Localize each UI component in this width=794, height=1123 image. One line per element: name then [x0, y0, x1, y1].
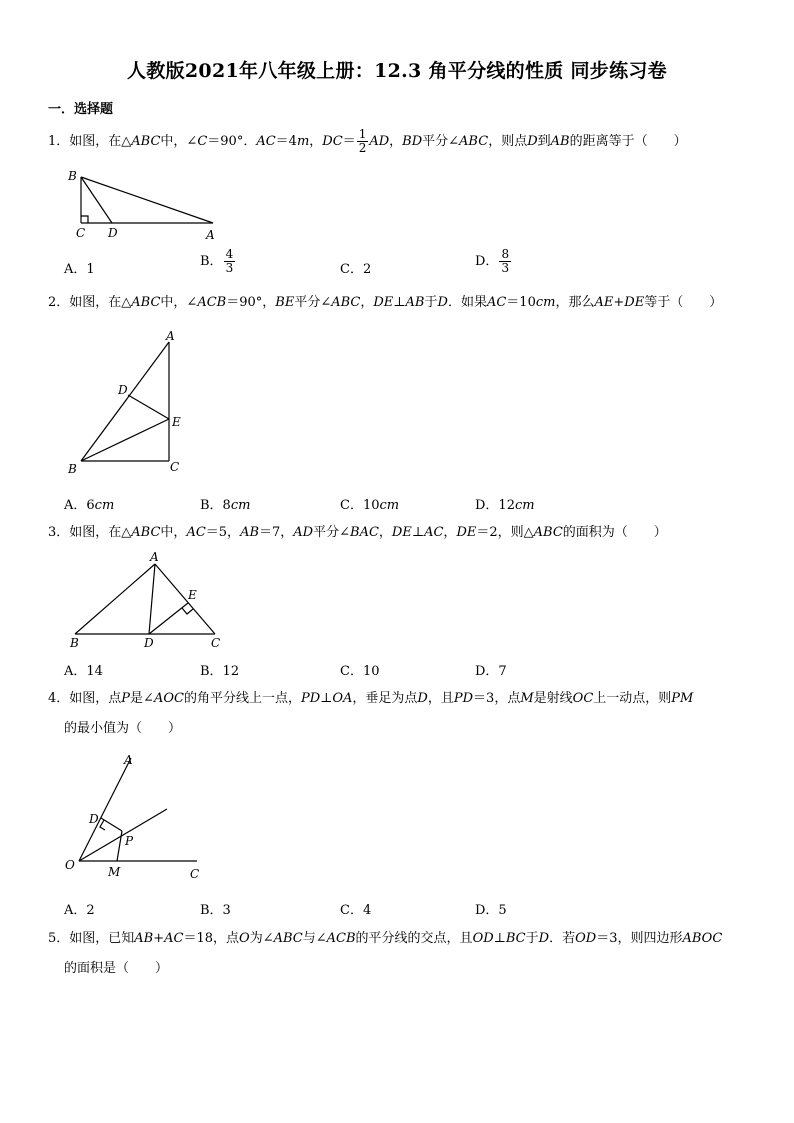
label-e: E [188, 588, 197, 602]
label-a: A [124, 753, 133, 767]
label-d: D [144, 636, 154, 650]
label-d: D [89, 812, 99, 826]
label-d: D [118, 383, 128, 397]
label-b: B [68, 169, 77, 183]
question-3-text: 3．如图，在△ABC中，AC＝5，AB＝7，AD平分∠BAC，DE⊥AC，DE＝2，则△ABC的面积为（ ） [48, 525, 667, 540]
q3-option-d[interactable]: D．7 [475, 664, 507, 679]
q4-option-d[interactable]: D．5 [475, 903, 507, 918]
question-2-figure [60, 325, 200, 480]
right-angle-mark [81, 216, 88, 223]
segment-be [81, 419, 169, 461]
q1-option-d[interactable]: D． $\frac{8}{3}$ [475, 247, 510, 275]
label-a: A [150, 550, 159, 564]
segment-de [149, 603, 188, 634]
q3-option-a[interactable]: A．14 [64, 664, 103, 679]
label-m: M [108, 865, 121, 879]
q1-option-a[interactable]: A．1 [64, 262, 95, 277]
label-a: A [166, 329, 175, 343]
label-d: D [108, 226, 118, 240]
question-4-figure [60, 748, 210, 883]
q2-option-a[interactable]: A．6cm [64, 498, 115, 513]
q4-option-b[interactable]: B．3 [200, 903, 231, 918]
label-p: P [125, 834, 134, 848]
right-angle-mark [182, 608, 193, 614]
label-b: B [70, 636, 79, 650]
question-4-text: 4．如图，点P是∠AOC的角平分线上一点，PD⊥OA，垂足为点D，且PD＝3，点M是射线OC上一动点，则PM [48, 691, 694, 706]
segment-ab [75, 564, 155, 634]
question-1-figure [60, 165, 230, 245]
q2-option-d[interactable]: D．12cm [475, 498, 535, 513]
q4-option-c[interactable]: C．4 [340, 903, 372, 918]
fraction-one-half: $\frac{1}{2}$ [358, 127, 367, 155]
label-c: C [190, 867, 200, 881]
label-c: C [170, 460, 180, 474]
label-e: E [172, 415, 181, 429]
question-5-text-line2: 的面积是（ ） [64, 961, 169, 976]
segment-ba [81, 177, 213, 223]
segment-de [128, 395, 169, 419]
question-1-text: 1．如图，在△ABC中，∠C＝90°．AC＝4m，DC＝ $\frac{1}{2}$ AD，BD平分∠ABC，则点D到AB的距离等于（ ） [48, 127, 687, 155]
q1-option-b[interactable]: B． $\frac{4}{3}$ [200, 247, 234, 275]
section-heading: 一．选择题 [48, 102, 114, 117]
q3-option-b[interactable]: B．12 [200, 664, 240, 679]
label-c: C [76, 226, 86, 240]
label-b: B [68, 462, 77, 476]
segment-ac [155, 564, 215, 634]
segment-ab [81, 342, 169, 461]
question-4-text-line2: 的最小值为（ ） [64, 721, 182, 736]
label-a: A [206, 228, 215, 242]
q2-option-b[interactable]: B．8cm [200, 498, 251, 513]
right-angle-mark [100, 820, 105, 830]
label-o: O [65, 858, 75, 872]
question-3-figure [60, 548, 235, 653]
segment-ad [149, 564, 155, 634]
page-title: 人教版2021年八年级上册：12.3 角平分线的性质 同步练习卷 [127, 60, 667, 82]
q2-option-c[interactable]: C．10cm [340, 498, 400, 513]
q1-option-c[interactable]: C．2 [340, 262, 372, 277]
segment-pm [117, 831, 122, 861]
question-5-text: 5．如图，已知AB+AC＝18，点O为∠ABC与∠ACB的平分线的交点，且OD⊥BC于D．若OD＝3，则四边形ABOC [48, 931, 723, 946]
q4-option-a[interactable]: A．2 [64, 903, 95, 918]
label-c: C [211, 636, 221, 650]
q3-option-c[interactable]: C．10 [340, 664, 380, 679]
question-2-text: 2．如图，在△ABC中，∠ACB＝90°，BE平分∠ABC，DE⊥AB于D．如果AC＝10cm，那么AE+DE等于（ ） [48, 295, 723, 310]
